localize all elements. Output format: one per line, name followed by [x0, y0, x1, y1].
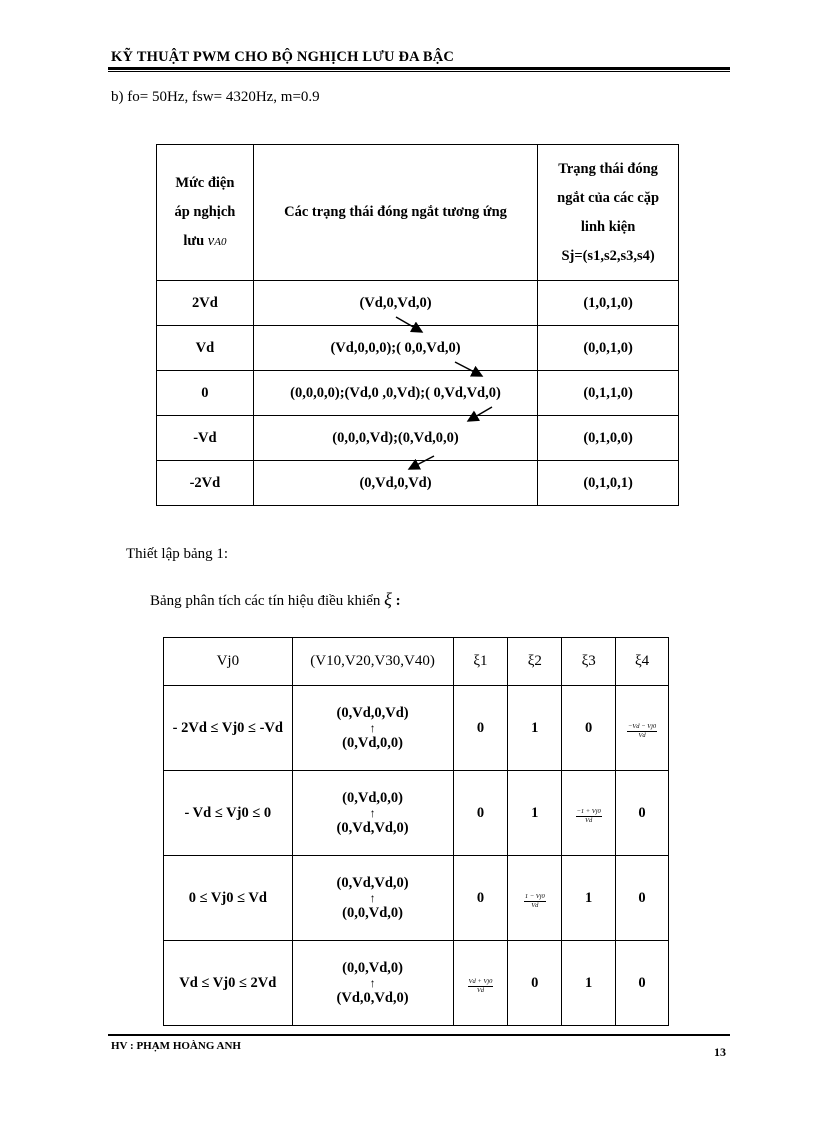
fraction-numerator: −Vd − Vj0: [627, 723, 657, 730]
up-arrow-icon: ↑: [369, 976, 376, 990]
xi2-cell: 1: [508, 686, 562, 771]
fraction: [576, 808, 602, 825]
xi4-cell: 0: [616, 941, 669, 1026]
header-line: Sj=(s1,s2,s3,s4): [561, 247, 655, 264]
transition-top: (0,0,Vd,0): [342, 960, 403, 976]
transition-bottom: (0,Vd,0,0): [342, 735, 403, 751]
xi1-cell: 0: [453, 856, 508, 941]
transition-bottom: (0,0,Vd,0): [342, 905, 403, 921]
header-line: áp nghịch: [174, 203, 236, 220]
header-line: Mức điện: [175, 174, 235, 191]
range-cell: - 2Vd ≤ Vj0 ≤ -Vd: [164, 686, 293, 771]
page-header-title: KỸ THUẬT PWM CHO BỘ NGHỊCH LƯU ĐA BẬC: [111, 49, 455, 65]
pair-cell: (0,1,0,1): [538, 461, 679, 506]
fraction-denominator: Vd: [585, 817, 593, 824]
transition-top: (0,Vd,0,Vd): [336, 705, 409, 721]
header-line: linh kiện: [580, 218, 636, 235]
states-cell: (0,0,0,Vd);(0,Vd,0,0): [253, 416, 537, 461]
transition-top: (0,Vd,Vd,0): [336, 875, 409, 891]
pair-cell: (1,0,1,0): [538, 281, 679, 326]
table-row: [164, 941, 669, 1026]
transition-cell: [292, 771, 453, 856]
table1-header-states: Các trạng thái đóng ngắt tương ứng: [253, 145, 537, 281]
transition-bottom: (Vd,0,Vd,0): [336, 990, 409, 1006]
table-row: [164, 856, 669, 941]
section-b-params: b) fo= 50Hz, fsw= 4320Hz, m=0.9: [111, 89, 320, 105]
transition-arrow: [396, 317, 422, 332]
fraction-denominator: Vd: [638, 732, 646, 739]
fraction: [468, 978, 494, 995]
footer-rule: [108, 1034, 730, 1036]
header-cell: ξ2: [508, 638, 562, 686]
xi4-cell: [616, 686, 669, 771]
up-arrow-icon: ↑: [369, 891, 376, 905]
voltage-subscript: A0: [214, 235, 227, 248]
header-line: ngắt của các cặp: [557, 189, 660, 206]
table2-header-row: [164, 638, 669, 686]
header-cell: Vj0: [164, 638, 293, 686]
xi2-cell: 1: [508, 771, 562, 856]
fraction: [524, 893, 546, 910]
xi1-cell: 0: [453, 771, 508, 856]
range-cell: 0 ≤ Vj0 ≤ Vd: [164, 856, 293, 941]
table-row: [164, 686, 669, 771]
header-cell: ξ4: [616, 638, 669, 686]
table-setup-title: Thiết lập bảng 1:: [126, 546, 229, 562]
level-cell: -Vd: [157, 416, 254, 461]
level-cell: 2Vd: [157, 281, 254, 326]
header-line-text: lưu: [183, 232, 205, 249]
xi1-cell: 0: [453, 686, 508, 771]
transition-arrow: [468, 407, 492, 421]
level-cell: Vd: [157, 326, 254, 371]
xi3-cell: [562, 771, 616, 856]
range-cell: Vd ≤ Vj0 ≤ 2Vd: [164, 941, 293, 1026]
pair-cell: (0,1,0,0): [538, 416, 679, 461]
xi2-cell: 0: [508, 941, 562, 1026]
analysis-title-text: Bảng phân tích các tín hiệu điều khiển: [150, 593, 381, 609]
fraction: [627, 723, 657, 740]
header-cell: (V10,V20,V30,V40): [292, 638, 453, 686]
level-cell: 0: [157, 371, 254, 416]
fraction-numerator: Vd + Vj0: [468, 978, 493, 985]
header-line: Trạng thái đóng: [558, 160, 658, 177]
transition-top: (0,Vd,0,0): [342, 790, 403, 806]
states-cell: (0,Vd,0,Vd): [253, 461, 537, 506]
up-arrow-icon: ↑: [369, 806, 376, 820]
page-number: 13: [714, 1045, 726, 1059]
control-signal-table: [163, 637, 669, 1026]
transition-bottom: (0,Vd,Vd,0): [336, 820, 409, 836]
states-cell: (Vd,0,Vd,0): [253, 281, 537, 326]
transition-cell: [292, 856, 453, 941]
states-cell: (Vd,0,0,0);( 0,0,Vd,0): [253, 326, 537, 371]
footer-author: HV : PHẠM HOÀNG ANH: [111, 1040, 241, 1052]
xi1-cell: [453, 941, 508, 1026]
transition-cell: [292, 941, 453, 1026]
header-cell: ξ3: [562, 638, 616, 686]
transition-arrow: [455, 362, 482, 376]
pair-cell: (0,0,1,0): [538, 326, 679, 371]
pair-cell: (0,1,1,0): [538, 371, 679, 416]
xi4-cell: 0: [616, 771, 669, 856]
xi3-cell: 0: [562, 686, 616, 771]
fraction-denominator: Vd: [531, 902, 539, 909]
fraction-numerator: −1 + Vj0: [576, 808, 601, 815]
analysis-title: [150, 589, 401, 610]
analysis-title-colon: :: [395, 593, 401, 609]
xi3-cell: 1: [562, 856, 616, 941]
xi4-cell: 0: [616, 856, 669, 941]
level-cell: -2Vd: [157, 461, 254, 506]
transition-arrow: [409, 456, 434, 469]
table-row: [164, 771, 669, 856]
fraction-denominator: Vd: [476, 987, 485, 994]
voltage-symbol: v: [207, 232, 215, 249]
states-cell: (0,0,0,0);(Vd,0 ,0,Vd);( 0,Vd,Vd,0): [253, 371, 537, 416]
xi-symbol: ξ: [384, 589, 392, 609]
header-cell: ξ1: [453, 638, 508, 686]
range-cell: - Vd ≤ Vj0 ≤ 0: [164, 771, 293, 856]
xi2-cell: [508, 856, 562, 941]
transition-cell: [292, 686, 453, 771]
fraction-numerator: 1 − Vj0: [524, 893, 545, 900]
xi3-cell: 1: [562, 941, 616, 1026]
up-arrow-icon: ↑: [369, 721, 376, 735]
